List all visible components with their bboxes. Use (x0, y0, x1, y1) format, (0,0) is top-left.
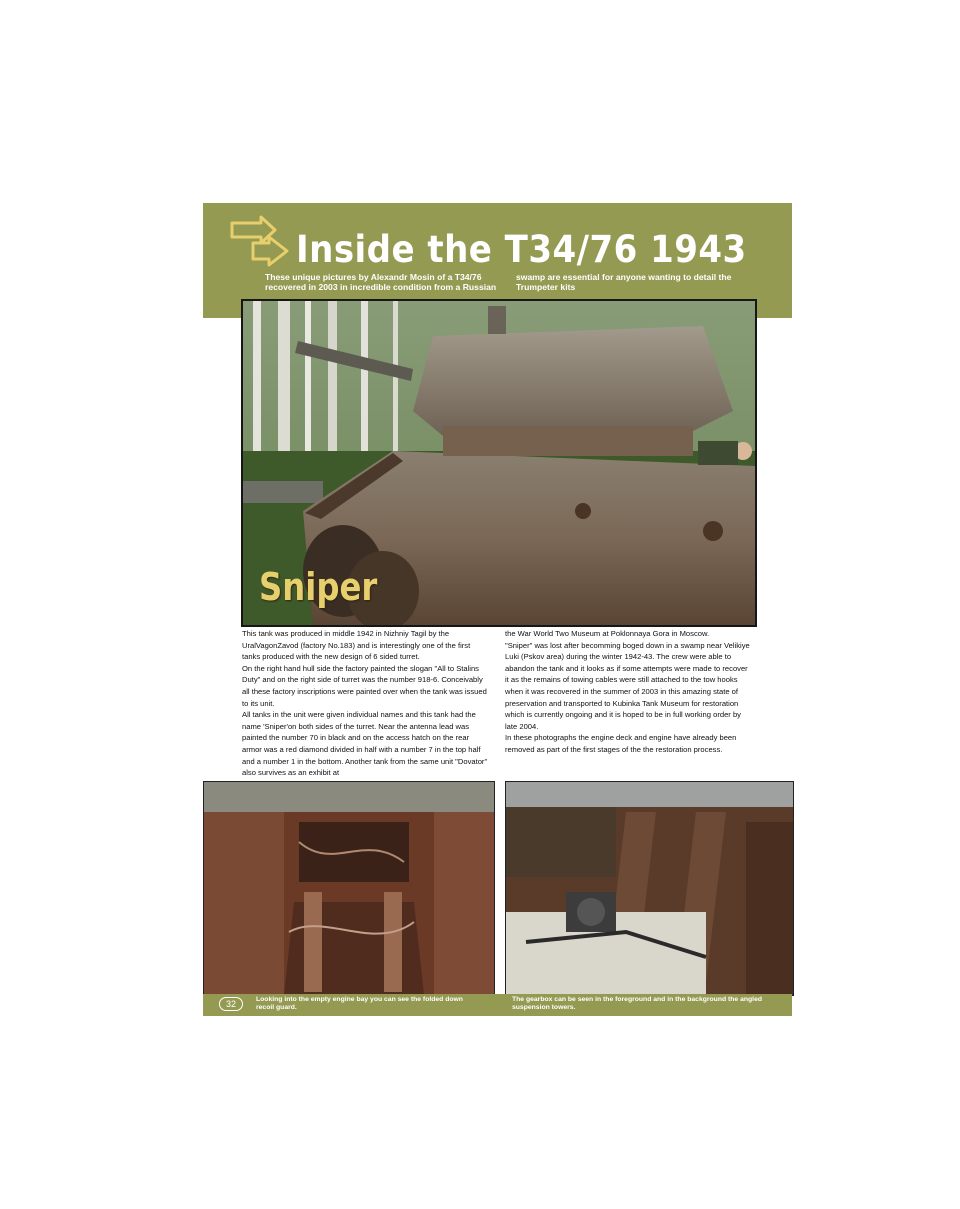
gearbox-photo (505, 781, 794, 996)
tank-main-photo (241, 299, 757, 627)
page-title: Inside the T34/76 1943 (296, 228, 747, 271)
intro-text-col1: These unique pictures by Alexandr Mosin of a T34/76 recovered in 2003 in incredible condition from a Russian (265, 272, 497, 292)
body-paragraph: the War World Two Museum at Poklonnaya Gora in Moscow. (505, 629, 710, 638)
body-column-right (505, 628, 751, 756)
caption-engine-bay: Looking into the empty engine bay you can see the folded down recoil guard. (256, 996, 463, 1011)
engine-bay-illustration (204, 782, 494, 995)
page-number: 32 (219, 997, 243, 1011)
body-paragraph: On the right hand hull side the factory painted the slogan "All to Stalins Duty" and on the right side of turret was the number 918-6. Conceivably all these factory inscriptions were painted over when the tank was issued to its unit. (242, 663, 487, 708)
magazine-page (203, 203, 792, 1016)
body-paragraph: In these photographs the engine deck and engine have already been removed as part of the first stages of the the restoration process. (505, 733, 737, 754)
body-paragraph: "Sniper" was lost after becomming boged down in a swamp near Velikiye Luki (Pskov area) during the winter 1942-43. The crew were able to abandon the tank and it looks as if some attempts were made to recover it as the remains of towing cables were still attached to the tow hooks when it was recovered in the summer of 2003 in this amazing state of preservation and transported to Kubinka Tank Museum for restoration which is currently ongoing and it is hoped to be in full working order by late 2004. (505, 640, 750, 731)
body-paragraph: All tanks in the unit were given individual names and this tank had the name 'Sniper'on both sides of the turret. Near the antenna lead was painted the number 70 in black and on the access hatch on the rear armor was a red diamond divided in half with a number 7 in the top half and a number 1 in the bottom. Another tank from the same unit "Dovator" also survives as an exhibit at (242, 710, 488, 778)
arrow-logo-icon (229, 215, 299, 267)
caption-gearbox: The gearbox can be seen in the foreground and in the background the angled suspension towers. (512, 996, 763, 1011)
footer-band (203, 994, 792, 1016)
gearbox-illustration (506, 782, 793, 995)
body-paragraph: This tank was produced in middle 1942 in Nizhniy Tagil by the UralVagonZavod (factory No.183) and is interestingly one of the first tanks produced with the new design of 6 sided turret. (242, 629, 471, 662)
engine-bay-photo (203, 781, 495, 996)
intro-text-col2: swamp are essential for anyone wanting to detail the Trumpeter kits (516, 272, 732, 292)
body-column-left (242, 628, 488, 779)
sniper-overlay-text: Sniper (259, 565, 378, 609)
